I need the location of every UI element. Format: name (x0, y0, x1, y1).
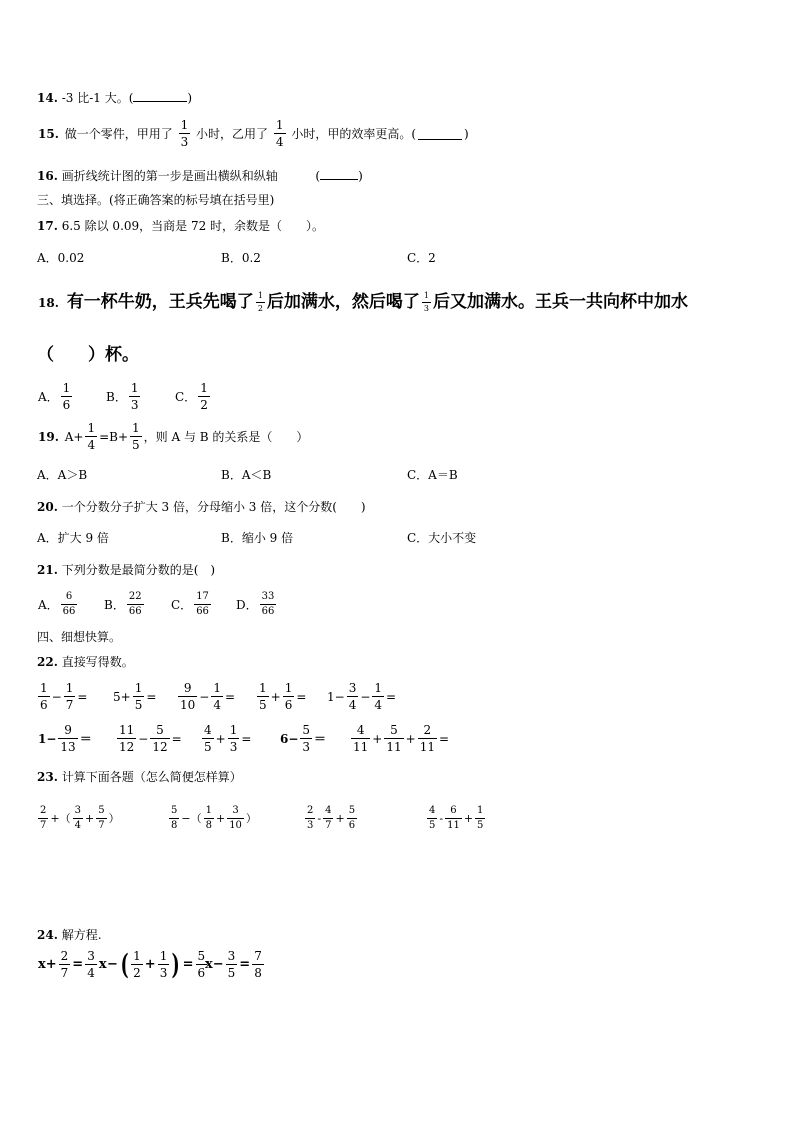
option-b[interactable]: B．A＜B (221, 468, 272, 482)
fraction: $\frac{4}{7}$ (325, 805, 332, 831)
question-number: 20. (37, 500, 58, 514)
option-d[interactable]: D． $\frac{33}{66}$ (236, 591, 275, 617)
option-b[interactable]: B．0.2 (221, 251, 261, 265)
option-a[interactable]: A． $\frac{1}{6}$ (38, 381, 71, 412)
option-c[interactable]: C． $\frac{17}{66}$ (171, 591, 209, 617)
question-22 (37, 656, 134, 668)
question-17 (37, 220, 324, 232)
question-text: 计算下面各题（怎么简便怎样算） (61, 770, 242, 784)
section-title: 三、填选择。(将正确答案的标号填在括号里) (37, 193, 275, 207)
option-b[interactable]: B．缩小 9 倍 (221, 531, 294, 545)
fraction: $\frac{2}{3}$ (307, 805, 314, 831)
calc-item: 6− $\frac{5}{3}$ ＝ (280, 723, 327, 754)
calc-item: $\frac{11}{12}$ − $\frac{5}{12}$ = (119, 723, 182, 754)
question-number: 23. (37, 770, 58, 784)
fraction: $\frac{17}{66}$ (196, 591, 209, 617)
question-number: 18. (38, 295, 59, 310)
fraction: $\frac{1}{5}$ (134, 681, 143, 712)
fraction: $\frac{3}{4}$ (74, 805, 81, 831)
question-text: -3 比-1 大。( (61, 91, 134, 105)
option-c[interactable]: C．2 (407, 251, 436, 265)
fraction: $\frac{7}{8}$ (254, 949, 262, 980)
question-15: 15. 做一个零件，甲用了 $\frac{1}{3}$ 小时，乙用了 $\frac{1}{4}$ 小时，甲的效率更高。( ) (38, 118, 469, 149)
fraction: $\frac{6}{66}$ (62, 591, 76, 617)
fraction: $\frac{1}{6}$ (284, 681, 293, 712)
calc-item: 1− $\frac{9}{13}$ ＝ (38, 723, 92, 754)
fraction: $\frac{1}{8}$ (205, 805, 212, 831)
calc-item: $\frac{9}{10}$ − $\frac{1}{4}$ = (180, 681, 236, 712)
question-24 (37, 929, 102, 941)
equation-3: x− $\frac{3}{5}$ = $\frac{7}{8}$ (205, 949, 262, 980)
fraction: $\frac{3}{4}$ (87, 949, 95, 980)
fraction: $\frac{5}{6}$ (197, 949, 206, 980)
question-text: 解方程. (61, 928, 102, 942)
fraction: $\frac{1}{3}$ (229, 723, 238, 754)
question-text: 画折线统计图的第一步是画出横纵和纵轴 (61, 169, 278, 183)
calc-problem-2: $\frac{5}{8}$ −（ $\frac{1}{8}$ + $\frac{3}{10}$ ） (171, 805, 257, 831)
fraction: $\frac{1}{5}$ (132, 421, 140, 452)
fraction: $\frac{3}{4}$ (348, 681, 357, 712)
fraction: $\frac{9}{10}$ (180, 681, 196, 712)
question-18: 18. 有一杯牛奶，王兵先喝了 $\frac{1}{2}$ 后加满水，然后喝了 $\frac{1}{3}$ 后又加满水。王兵一共向杯中加水 (38, 291, 688, 313)
fraction: $\frac{1}{2}$ (133, 949, 141, 980)
answer-blank[interactable] (320, 168, 358, 180)
fraction: $\frac{4}{5}$ (204, 723, 212, 754)
option-a[interactable]: A． $\frac{6}{66}$ (38, 591, 76, 617)
question-14: 14. -3 比-1 大。( ) (37, 91, 193, 105)
question-21 (37, 564, 215, 576)
question-19: 19. A+ $\frac{1}{4}$ =B+ $\frac{1}{5}$ ，则 A 与 B 的关系是（ ） (38, 421, 309, 452)
question-number: 19. (38, 429, 59, 444)
fraction: $\frac{1}{4}$ (374, 681, 383, 712)
fraction: $\frac{5}{11}$ (386, 723, 402, 754)
fraction: $\frac{1}{4}$ (275, 118, 284, 149)
option-c[interactable]: C． $\frac{1}{2}$ (175, 381, 208, 412)
calc-problem-4: $\frac{4}{5}$ - $\frac{6}{11}$ + $\frac{1}{5}$ (429, 805, 484, 831)
option-c[interactable]: C．A＝B (407, 468, 458, 482)
calc-item: $\frac{4}{11}$ + $\frac{5}{11}$ + $\frac{2}{11}$ = (353, 723, 450, 754)
question-number: 21. (37, 563, 58, 577)
option-b[interactable]: B． $\frac{1}{3}$ (106, 381, 139, 412)
fraction: $\frac{1}{2}$ (257, 291, 263, 313)
fraction: $\frac{1}{3}$ (423, 291, 429, 313)
fraction: $\frac{33}{66}$ (261, 591, 275, 617)
fraction: $\frac{1}{7}$ (65, 681, 74, 712)
option-b[interactable]: B． $\frac{22}{66}$ (104, 591, 142, 617)
fraction: $\frac{1}{5}$ (259, 681, 267, 712)
option-a[interactable]: A．0.02 (37, 251, 85, 265)
question-number: 24. (37, 928, 58, 942)
fraction: $\frac{6}{11}$ (447, 805, 460, 831)
calc-item: $\frac{4}{5}$ + $\frac{1}{3}$ = (204, 723, 252, 754)
question-text: 直接写得数。 (61, 655, 134, 669)
question-18-line2: （ ）杯。 (37, 345, 139, 365)
fraction: $\frac{9}{13}$ (60, 723, 76, 754)
calc-item: 5+ $\frac{1}{5}$ = (113, 681, 157, 712)
option-c[interactable]: C．大小不变 (407, 531, 477, 545)
question-number: 15. (38, 126, 59, 141)
fraction: $\frac{1}{6}$ (62, 381, 71, 412)
question-number: 16. (37, 169, 58, 183)
question-number: 17. (37, 219, 58, 233)
option-a[interactable]: A．扩大 9 倍 (37, 531, 109, 545)
fraction: $\frac{1}{6}$ (40, 681, 48, 712)
fraction: $\frac{5}{8}$ (171, 805, 178, 831)
option-a[interactable]: A．A＞B (37, 468, 88, 482)
fraction: $\frac{5}{3}$ (302, 723, 311, 754)
fraction: $\frac{5}{6}$ (348, 805, 356, 831)
calc-problem-1: $\frac{2}{7}$ +（ $\frac{3}{4}$ + $\frac{5}{7}$ ） (40, 805, 120, 831)
fraction: $\frac{4}{11}$ (353, 723, 369, 754)
fraction: $\frac{2}{11}$ (419, 723, 435, 754)
fraction: $\frac{3}{10}$ (229, 805, 242, 831)
calc-item: $\frac{1}{5}$ + $\frac{1}{6}$ = (259, 681, 307, 712)
fraction: $\frac{11}{12}$ (119, 723, 135, 754)
fraction: $\frac{2}{7}$ (40, 805, 47, 831)
fraction: $\frac{1}{3}$ (159, 949, 168, 980)
question-20 (37, 501, 366, 513)
fraction: $\frac{1}{4}$ (213, 681, 221, 712)
fraction: $\frac{22}{66}$ (128, 591, 142, 617)
fraction: $\frac{1}{2}$ (200, 381, 208, 412)
question-text: 6.5 除以 0.09，当商是 72 时，余数是（ ）。 (61, 219, 325, 233)
fraction: $\frac{4}{5}$ (429, 805, 436, 831)
question-text: 一个分数分子扩大 3 倍，分母缩小 3 倍，这个分数( ) (61, 500, 366, 514)
answer-blank[interactable] (133, 90, 187, 102)
fraction: $\frac{2}{7}$ (60, 949, 69, 980)
calc-item: $\frac{1}{6}$ − $\frac{1}{7}$ = (40, 681, 88, 712)
answer-blank[interactable] (418, 128, 462, 140)
fraction: $\frac{5}{7}$ (98, 805, 105, 831)
fraction: $\frac{1}{3}$ (180, 118, 189, 149)
question-text: 下列分数是最简分数的是( ) (61, 563, 216, 577)
equation-1: x+ $\frac{2}{7}$ = $\frac{3}{4}$ x (38, 949, 107, 980)
calc-problem-3: $\frac{2}{3}$ - $\frac{4}{7}$ + $\frac{5}{6}$ (307, 805, 356, 831)
question-number: 14. (37, 91, 58, 105)
section-title: 四、细想快算。 (37, 630, 122, 644)
calc-item: 1− $\frac{3}{4}$ − $\frac{1}{4}$ = (327, 681, 397, 712)
fraction: $\frac{5}{12}$ (152, 723, 168, 754)
fraction: $\frac{1}{3}$ (130, 381, 139, 412)
equation-2: −( $\frac{1}{2}$ + $\frac{1}{3}$ ) = $\frac{5}{6}$ (107, 947, 206, 981)
fraction: $\frac{1}{4}$ (87, 421, 96, 452)
fraction: $\frac{3}{5}$ (227, 949, 236, 980)
question-16: 16. 画折线统计图的第一步是画出横纵和纵轴 ( ) (37, 169, 363, 183)
question-number: 22. (37, 655, 58, 669)
question-23 (37, 771, 242, 783)
fraction: $\frac{1}{5}$ (477, 805, 484, 831)
